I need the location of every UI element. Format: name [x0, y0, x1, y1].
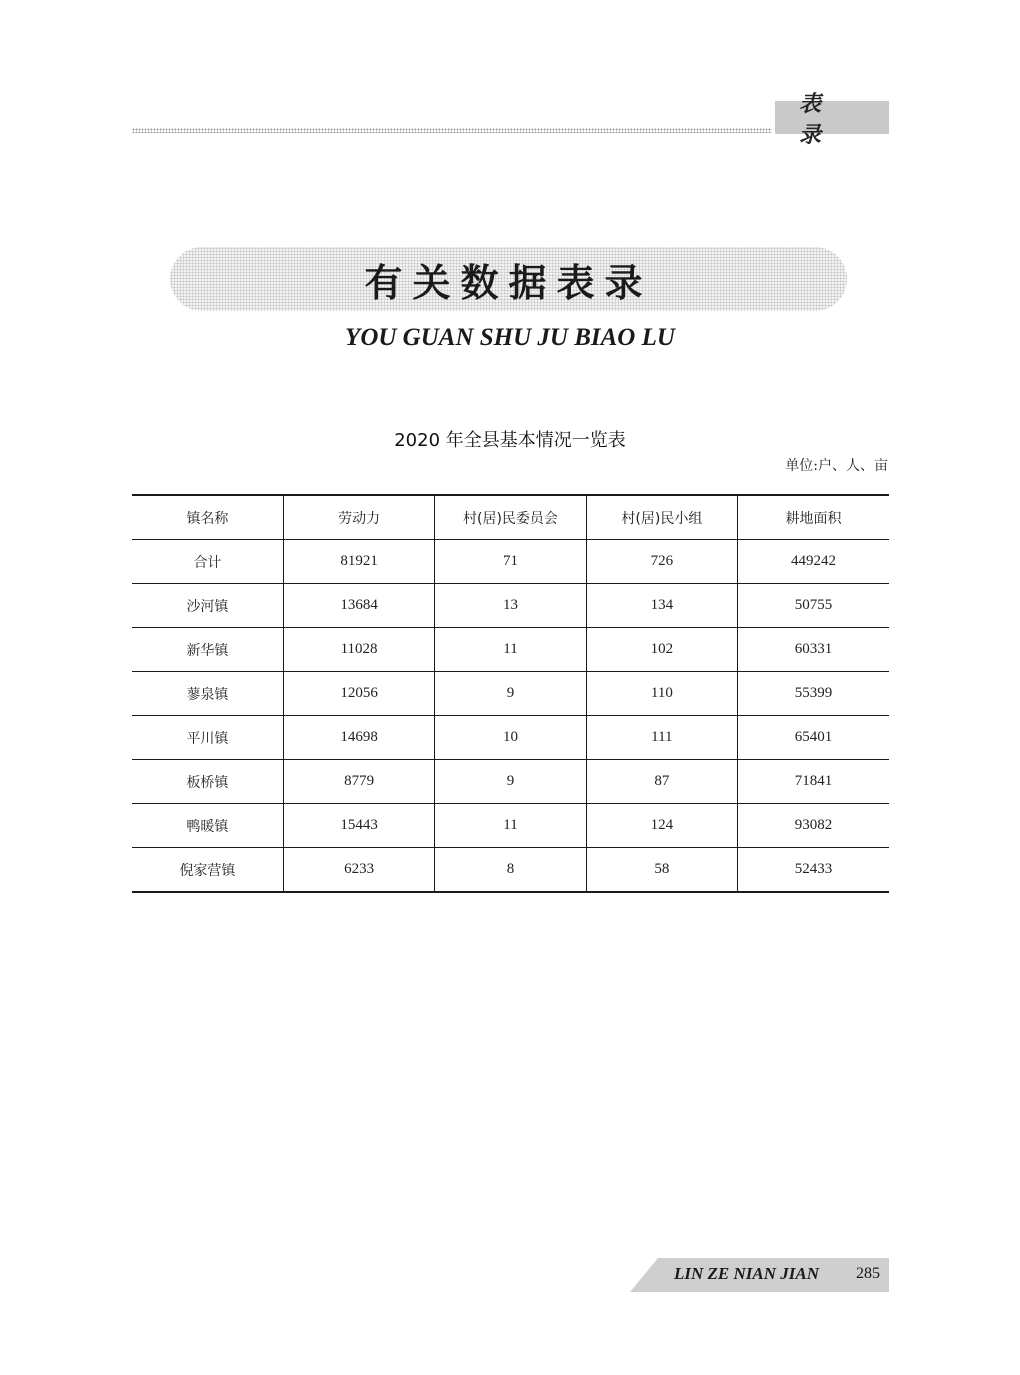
header-village-groups: 村(居)民小组 — [586, 495, 737, 540]
cell-farmland-area: 71841 — [738, 760, 889, 804]
header-town-name: 镇名称 — [132, 495, 283, 540]
section-banner — [170, 247, 847, 311]
cell-village-groups: 111 — [586, 716, 737, 760]
table-header-row — [132, 495, 889, 540]
cell-village-committees: 10 — [435, 716, 586, 760]
cell-town-name: 鸭暖镇 — [132, 804, 283, 848]
cell-town-name: 合计 — [132, 540, 283, 584]
table-row — [132, 628, 889, 672]
cell-labor-force: 13684 — [283, 584, 434, 628]
cell-village-committees: 9 — [435, 672, 586, 716]
section-subtitle: YOU GUAN SHU JU BIAO LU — [345, 324, 675, 351]
cell-labor-force: 6233 — [283, 848, 434, 893]
cell-village-groups: 102 — [586, 628, 737, 672]
statistics-table — [132, 494, 889, 893]
cell-labor-force: 81921 — [283, 540, 434, 584]
cell-town-name: 板桥镇 — [132, 760, 283, 804]
table-row — [132, 760, 889, 804]
cell-village-groups: 134 — [586, 584, 737, 628]
cell-farmland-area: 65401 — [738, 716, 889, 760]
table-row — [132, 672, 889, 716]
table-title: 2020 年全县基本情况一览表 — [394, 430, 626, 451]
cell-labor-force: 14698 — [283, 716, 434, 760]
cell-town-name: 新华镇 — [132, 628, 283, 672]
cell-labor-force: 15443 — [283, 804, 434, 848]
cell-farmland-area: 60331 — [738, 628, 889, 672]
cell-town-name: 倪家营镇 — [132, 848, 283, 893]
cell-village-committees: 13 — [435, 584, 586, 628]
cell-village-groups: 58 — [586, 848, 737, 893]
running-title: LIN ZE NIAN JIAN — [674, 1264, 819, 1283]
header-farmland-area: 耕地面积 — [738, 495, 889, 540]
table-row — [132, 540, 889, 584]
cell-town-name: 蓼泉镇 — [132, 672, 283, 716]
cell-farmland-area: 50755 — [738, 584, 889, 628]
header-labor-force: 劳动力 — [283, 495, 434, 540]
cell-village-committees: 11 — [435, 804, 586, 848]
cell-farmland-area: 55399 — [738, 672, 889, 716]
unit-note: 单位:户、人、亩 — [785, 458, 888, 474]
table-row — [132, 804, 889, 848]
cell-village-committees: 8 — [435, 848, 586, 893]
cell-farmland-area: 449242 — [738, 540, 889, 584]
header-village-committees: 村(居)民委员会 — [435, 495, 586, 540]
cell-village-groups: 726 — [586, 540, 737, 584]
cell-village-groups: 110 — [586, 672, 737, 716]
table-row — [132, 584, 889, 628]
cell-town-name: 沙河镇 — [132, 584, 283, 628]
cell-farmland-area: 52433 — [738, 848, 889, 893]
section-title: 有关数据表录 — [364, 259, 653, 305]
cell-labor-force: 8779 — [283, 760, 434, 804]
table-row — [132, 716, 889, 760]
cell-labor-force: 11028 — [283, 628, 434, 672]
cell-village-groups: 124 — [586, 804, 737, 848]
cell-farmland-area: 93082 — [738, 804, 889, 848]
table-row — [132, 848, 889, 893]
cell-village-committees: 71 — [435, 540, 586, 584]
cell-village-committees: 9 — [435, 760, 586, 804]
header-dotted-rule — [132, 128, 772, 133]
section-tab: 表录 — [775, 101, 889, 134]
page-number: 285 — [856, 1265, 880, 1282]
cell-village-committees: 11 — [435, 628, 586, 672]
cell-labor-force: 12056 — [283, 672, 434, 716]
cell-village-groups: 87 — [586, 760, 737, 804]
cell-town-name: 平川镇 — [132, 716, 283, 760]
